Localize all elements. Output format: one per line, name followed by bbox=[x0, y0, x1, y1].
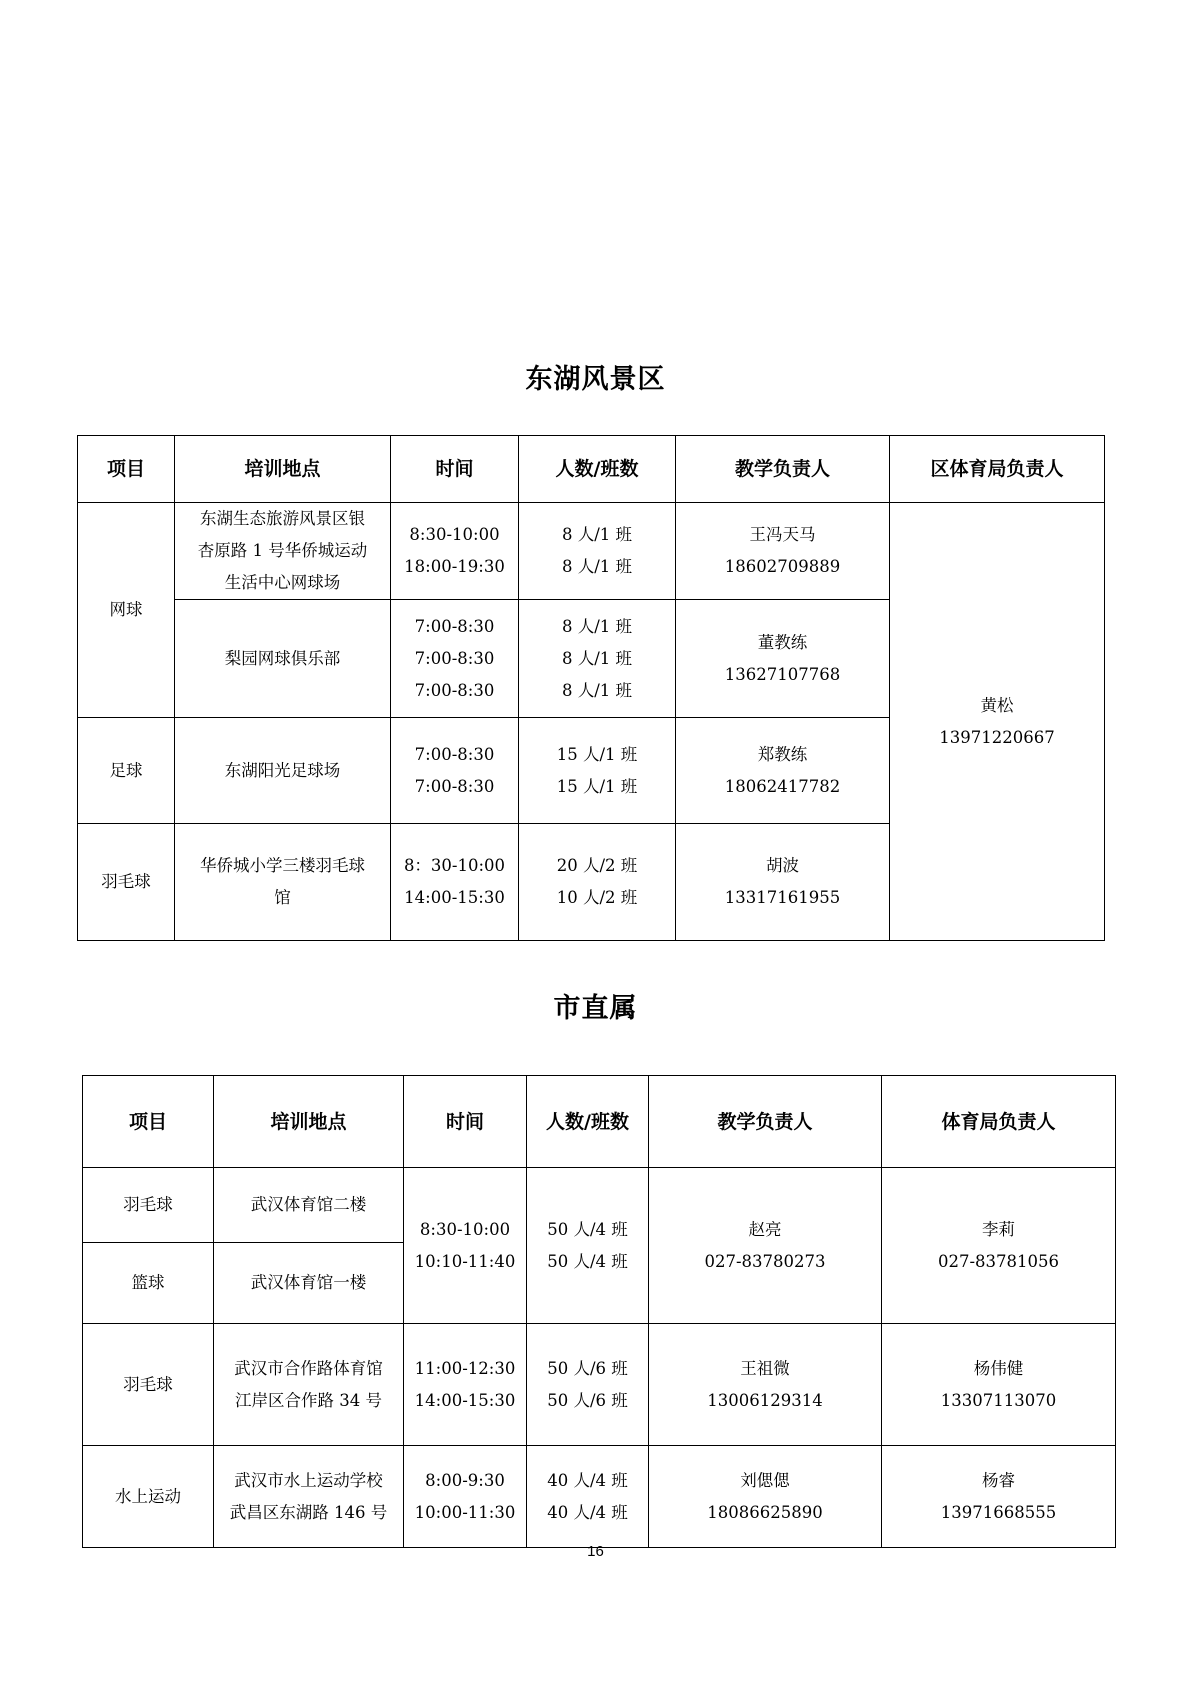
header-classes: 人数/班数 bbox=[519, 436, 676, 503]
time-cell bbox=[391, 600, 519, 718]
teacher-phone: 18062417782 bbox=[724, 776, 841, 796]
header-location: 培训地点 bbox=[214, 1076, 404, 1168]
classes-cell bbox=[519, 718, 676, 824]
header-time: 时间 bbox=[391, 436, 519, 503]
bureau-contact-cell bbox=[882, 1168, 1116, 1324]
time-line: 8：30-10:00 bbox=[403, 856, 506, 875]
header-classes: 人数/班数 bbox=[527, 1076, 649, 1168]
sport-cell: 篮球 bbox=[83, 1243, 214, 1324]
teacher-name: 王冯天马 bbox=[749, 525, 816, 544]
location-line: 武汉市合作路体育馆 bbox=[234, 1358, 383, 1378]
table-row bbox=[83, 1168, 1116, 1243]
sport-cell: 网球 bbox=[78, 503, 175, 718]
location-line: 武汉体育馆二楼 bbox=[250, 1195, 367, 1214]
teacher-cell bbox=[649, 1446, 882, 1548]
classes-line: 40 人/4 班 bbox=[547, 1470, 628, 1490]
location-cell bbox=[214, 1324, 404, 1446]
classes-line: 10 人/2 班 bbox=[556, 888, 638, 907]
time-cell bbox=[391, 503, 519, 600]
header-teacher: 教学负责人 bbox=[676, 436, 890, 503]
location-cell bbox=[214, 1168, 404, 1243]
teacher-name: 赵亮 bbox=[748, 1219, 782, 1239]
sport-cell: 水上运动 bbox=[83, 1446, 214, 1548]
table-header-row bbox=[78, 436, 1105, 503]
location-line: 东湖生态旅游风景区银 bbox=[200, 509, 365, 528]
teacher-phone: 13317161955 bbox=[724, 888, 841, 907]
classes-line: 50 人/6 班 bbox=[547, 1358, 628, 1378]
bureau-contact-name: 李莉 bbox=[982, 1219, 1015, 1239]
location-line: 梨园网球俱乐部 bbox=[224, 648, 341, 668]
teacher-phone: 13627107768 bbox=[724, 664, 841, 684]
location-cell bbox=[175, 824, 391, 941]
bureau-contact-cell bbox=[882, 1446, 1116, 1548]
time-line: 14:00-15:30 bbox=[414, 1390, 516, 1410]
time-cell bbox=[404, 1324, 527, 1446]
sport-cell: 羽毛球 bbox=[83, 1168, 214, 1243]
table-row bbox=[83, 1446, 1116, 1548]
classes-line: 8 人/1 班 bbox=[561, 557, 633, 576]
header-time: 时间 bbox=[404, 1076, 527, 1168]
location-line: 武昌区东湖路 146 号 bbox=[229, 1502, 388, 1522]
classes-line: 8 人/1 班 bbox=[561, 525, 633, 544]
time-cell bbox=[391, 824, 519, 941]
classes-cell bbox=[519, 600, 676, 718]
bureau-contact-phone: 027-83781056 bbox=[937, 1251, 1060, 1271]
bureau-contact-phone: 13971668555 bbox=[940, 1502, 1057, 1522]
teacher-cell bbox=[676, 824, 890, 941]
location-line: 武汉体育馆一楼 bbox=[250, 1273, 367, 1292]
time-line: 10:10-11:40 bbox=[414, 1251, 516, 1271]
teacher-cell bbox=[676, 503, 890, 600]
classes-line: 50 人/4 班 bbox=[547, 1219, 628, 1239]
page-number: 16 bbox=[587, 1543, 604, 1560]
section1-title: 东湖风景区 bbox=[525, 364, 666, 395]
time-line: 18:00-19:30 bbox=[404, 557, 505, 576]
time-line: 14:00-15:30 bbox=[404, 888, 505, 907]
teacher-name: 郑教练 bbox=[757, 744, 808, 764]
time-line: 7:00-8:30 bbox=[414, 680, 495, 700]
time-line: 8:00-9:30 bbox=[425, 1470, 505, 1490]
header-sport: 项目 bbox=[83, 1076, 214, 1168]
teacher-name: 胡波 bbox=[766, 856, 799, 875]
header-location: 培训地点 bbox=[175, 436, 391, 503]
location-cell bbox=[214, 1243, 404, 1324]
teacher-phone: 13006129314 bbox=[707, 1390, 823, 1410]
sport-cell: 羽毛球 bbox=[83, 1324, 214, 1446]
bureau-contact-name: 杨睿 bbox=[982, 1470, 1015, 1490]
location-line: 江岸区合作路 34 号 bbox=[235, 1390, 382, 1410]
classes-cell bbox=[519, 824, 676, 941]
table-row bbox=[78, 503, 1105, 600]
teacher-phone: 18086625890 bbox=[707, 1502, 823, 1522]
teacher-phone: 027-83780273 bbox=[704, 1251, 826, 1271]
classes-line: 20 人/2 班 bbox=[556, 856, 638, 875]
classes-cell bbox=[527, 1324, 649, 1446]
classes-line: 15 人/1 班 bbox=[556, 776, 638, 796]
header-teacher: 教学负责人 bbox=[649, 1076, 882, 1168]
classes-cell bbox=[527, 1446, 649, 1548]
location-line: 生活中心网球场 bbox=[224, 573, 341, 592]
location-line: 华侨城小学三楼羽毛球 bbox=[200, 856, 365, 875]
classes-line: 8 人/1 班 bbox=[561, 680, 633, 700]
teacher-cell bbox=[649, 1168, 882, 1324]
location-line: 东湖阳光足球场 bbox=[224, 760, 341, 780]
classes-cell bbox=[527, 1168, 649, 1324]
sport-cell: 羽毛球 bbox=[78, 824, 175, 941]
time-cell bbox=[404, 1168, 527, 1324]
time-line: 8:30-10:00 bbox=[409, 525, 500, 544]
section1-table bbox=[77, 435, 1105, 941]
location-line: 馆 bbox=[274, 888, 291, 907]
time-line: 7:00-8:30 bbox=[414, 776, 495, 796]
teacher-cell bbox=[649, 1324, 882, 1446]
time-line: 10:00-11:30 bbox=[414, 1502, 516, 1522]
bureau-contact-name: 杨伟健 bbox=[973, 1358, 1024, 1378]
time-line: 7:00-8:30 bbox=[414, 648, 495, 668]
time-cell bbox=[391, 718, 519, 824]
teacher-phone: 18602709889 bbox=[724, 557, 841, 576]
location-cell bbox=[175, 718, 391, 824]
teacher-cell bbox=[676, 600, 890, 718]
header-district-contact: 区体育局负责人 bbox=[890, 436, 1105, 503]
time-cell bbox=[404, 1446, 527, 1548]
section2-table bbox=[82, 1075, 1116, 1548]
table-header-row bbox=[83, 1076, 1116, 1168]
bureau-contact-cell bbox=[882, 1324, 1116, 1446]
location-line: 杏原路 1 号华侨城运动 bbox=[197, 541, 368, 560]
table-row bbox=[83, 1324, 1116, 1446]
teacher-name: 王祖微 bbox=[740, 1358, 790, 1378]
location-cell bbox=[214, 1446, 404, 1548]
time-line: 11:00-12:30 bbox=[414, 1358, 516, 1378]
district-contact-name: 黄松 bbox=[980, 695, 1014, 715]
bureau-contact-phone: 13307113070 bbox=[940, 1390, 1057, 1410]
section2-title: 市直属 bbox=[553, 993, 638, 1024]
location-line: 武汉市水上运动学校 bbox=[234, 1470, 383, 1490]
location-cell bbox=[175, 503, 391, 600]
classes-line: 40 人/4 班 bbox=[547, 1502, 628, 1522]
time-line: 7:00-8:30 bbox=[414, 744, 495, 764]
header-sport: 项目 bbox=[78, 436, 175, 503]
time-line: 7:00-8:30 bbox=[414, 616, 495, 636]
district-contact-phone: 13971220667 bbox=[939, 727, 1055, 747]
teacher-name: 刘偲偲 bbox=[740, 1470, 790, 1490]
sport-cell: 足球 bbox=[78, 718, 175, 824]
header-bureau-contact: 体育局负责人 bbox=[882, 1076, 1116, 1168]
district-contact-cell bbox=[890, 503, 1105, 941]
classes-line: 8 人/1 班 bbox=[561, 616, 633, 636]
time-line: 8:30-10:00 bbox=[419, 1219, 511, 1239]
location-cell bbox=[175, 600, 391, 718]
classes-line: 50 人/4 班 bbox=[547, 1251, 628, 1271]
classes-cell bbox=[519, 503, 676, 600]
classes-line: 50 人/6 班 bbox=[547, 1390, 628, 1410]
classes-line: 8 人/1 班 bbox=[561, 648, 633, 668]
classes-line: 15 人/1 班 bbox=[556, 744, 638, 764]
teacher-cell bbox=[676, 718, 890, 824]
teacher-name: 董教练 bbox=[757, 632, 808, 652]
